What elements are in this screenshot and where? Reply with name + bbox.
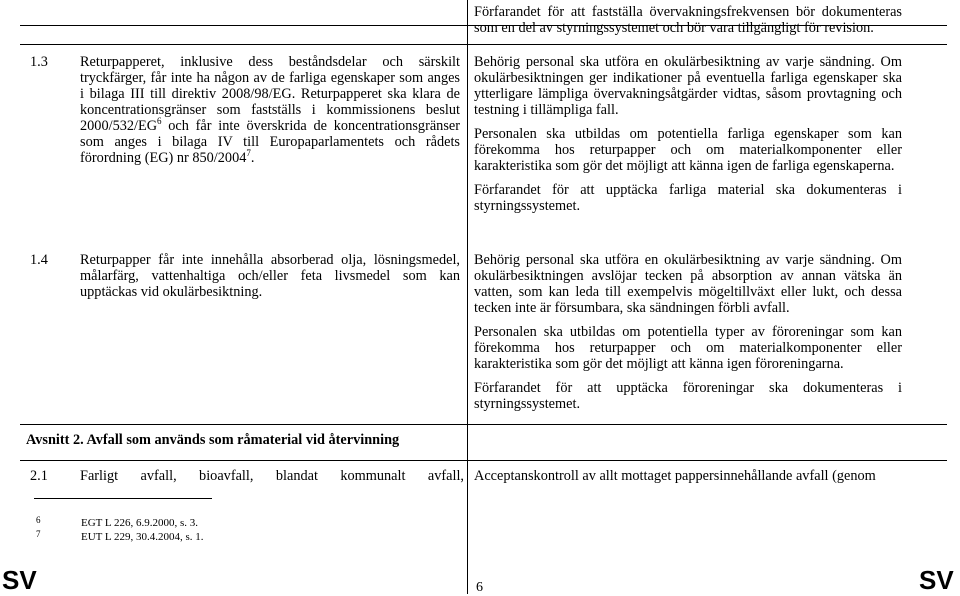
language-code-right: SV — [919, 565, 954, 595]
requirement-paragraph: Förfarandet för att upptäcka föroreningar ska dokumenteras i styrningssystemet. — [474, 380, 902, 412]
footnote-ref-6[interactable]: 6 — [157, 116, 162, 126]
footnote-7-number: 7 — [36, 529, 41, 539]
item-1-3-number: 1.3 — [30, 54, 48, 70]
footnote-6-number: 6 — [36, 515, 41, 525]
item-1-4-requirements — [474, 252, 902, 420]
item-1-3-requirements — [474, 54, 902, 222]
requirement-paragraph: Behörig personal ska utföra en okulärbesiktning av varje sändning. Om okulärbesiktningen ger indikationer på eventuella farliga egenskaper ska ytterligare lämpliga övervakningsåtgärder vidtas, såsom provtagning och testning i tillämpliga fall. — [474, 54, 902, 118]
item-2-1-requirement: Acceptanskontroll av allt mottaget pappersinnehållande avfall (genom — [474, 468, 876, 484]
footnote-separator — [34, 498, 212, 499]
requirement-paragraph: Personalen ska utbildas om potentiella farliga egenskaper som kan förekomma hos returpapper och om materialkomponenter eller karakteristika som gör det möjligt att känna igen de farliga egenskaperna. — [474, 126, 902, 174]
row-border-2-1 — [20, 460, 947, 461]
footnote-7-text: EUT L 229, 30.4.2004, s. 1. — [81, 531, 204, 543]
row-border-section — [20, 424, 947, 425]
footnote-ref-7[interactable]: 7 — [246, 148, 251, 158]
item-2-1-number: 2.1 — [30, 468, 48, 484]
requirement-paragraph: Personalen ska utbildas om potentiella typer av föroreningar som kan förekomma hos returpapper och om materialkomponenter eller karakteristika som gör det möjligt att känna igen föroreningarna. — [474, 324, 902, 372]
requirement-paragraph: Förfarandet för att upptäcka farliga material ska dokumenteras i styrningssystemet. — [474, 182, 902, 214]
requirement-paragraph: Behörig personal ska utföra en okulärbesiktning av varje sändning. Om okulärbesiktningen avslöjar tecken på absorption av annan vätska än vatten, som kan leda till exempelvis mögeltillväxt eller lukt, och dessa tecken inte är försumbara, ska sändningen förbli avfall. — [474, 252, 902, 316]
row-border-1-3 — [20, 44, 947, 45]
item-1-4-text: Returpapper får inte innehålla absorberad olja, lösningsmedel, målarfärg, vattenhaltiga och/eller feta livsmedel som kan upptäckas vid okulärbesiktning. — [80, 252, 460, 300]
item-1-4-number: 1.4 — [30, 252, 48, 268]
item-2-1-text: Farligt avfall, bioavfall, blandat kommunalt avfall, — [80, 468, 464, 484]
section-heading: Avsnitt 2. Avfall som används som råmaterial vid återvinning — [26, 432, 400, 448]
footnote-6-text: EGT L 226, 6.9.2000, s. 3. — [81, 517, 199, 529]
right-top-paragraph: Förfarandet för att fastställa övervakningsfrekvensen bör dokumenteras som en del av styrningssystemet och bör vara tillgängligt för revision. — [474, 4, 902, 36]
page-number: 6 — [476, 580, 483, 595]
column-divider — [467, 0, 468, 594]
language-code-left: SV — [2, 565, 37, 595]
item-1-3-text: Returpapperet, inklusive dess beståndsdelar och särskilt tryckfärger, får inte ha någon av de farliga egenskaper som anges i bilaga III till direktiv 2008/98/EG. Returpapperet ska klara de koncentrationsgränser som fastställs i kommissionens beslut $2000/532/EG^6$ och får inte överskrida de koncentrationsgränser som anges i bilaga IV till Europaparlamentets och rådets förordning (EG) nr 850/2004$^7$. — [80, 54, 460, 166]
